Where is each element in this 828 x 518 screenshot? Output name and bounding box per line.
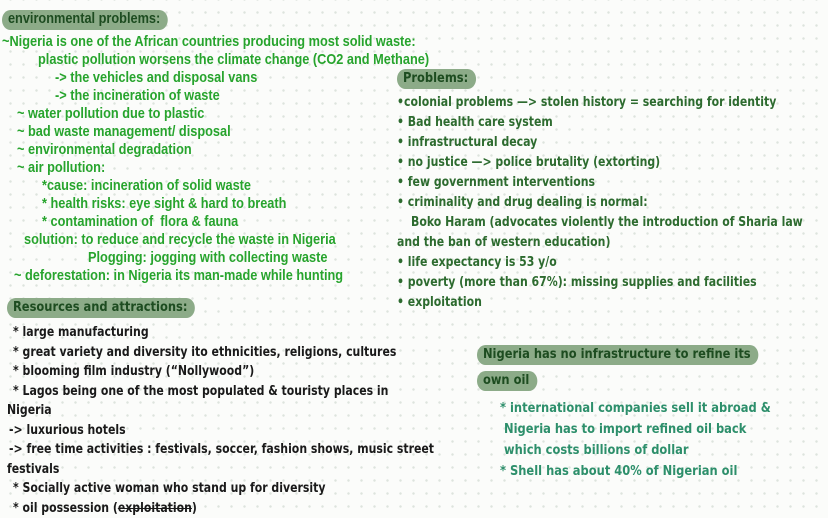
note-line: Nigeria has to import refined oil back bbox=[504, 421, 747, 437]
note-line: * health risks: eye sight & hard to breath bbox=[42, 195, 287, 212]
note-line: * contamination of flora & fauna bbox=[42, 213, 239, 230]
note-line: * blooming film industry (“Nollywood”) bbox=[13, 364, 255, 379]
note-line: and the ban of western education) bbox=[397, 235, 611, 250]
resources-list bbox=[7, 323, 472, 518]
section-problems bbox=[397, 67, 828, 313]
note-line: -> free time activities : festivals, soccer, fashion shows, music street bbox=[9, 442, 435, 457]
note-line: -> luxurious hotels bbox=[9, 422, 126, 438]
note-line: solution: to reduce and recycle the waste in Nigeria bbox=[24, 231, 336, 248]
section-header-oil-line1: Nigeria has no infrastructure to refine its bbox=[477, 345, 758, 365]
note-line: ~ deforestation: in Nigeria its man-made while hunting bbox=[14, 267, 344, 284]
section-resources-attractions bbox=[7, 296, 472, 518]
note-line: • criminality and drug dealing is normal: bbox=[397, 195, 648, 210]
note-line: • few government interventions bbox=[397, 175, 595, 190]
note-line: * Socially active woman who stand up for diversity bbox=[13, 481, 326, 496]
note-line: * Shell has about 40% of Nigerian oil bbox=[500, 463, 738, 479]
note-line: Plogging: jogging with collecting waste bbox=[88, 249, 328, 266]
note-line: ~ air pollution: bbox=[17, 159, 106, 176]
note-line: *cause: incineration of solid waste bbox=[42, 177, 252, 194]
note-line: -> the incineration of waste bbox=[55, 87, 220, 104]
note-line: -> the vehicles and disposal vans bbox=[55, 69, 258, 86]
section-header-problems: Problems: bbox=[397, 69, 476, 89]
note-line: • exploitation bbox=[397, 295, 482, 310]
note-text: * oil possession ( bbox=[13, 500, 118, 516]
note-line: ~Nigeria is one of the African countries producing most solid waste: bbox=[2, 33, 416, 50]
note-line: * large manufacturing bbox=[13, 325, 149, 340]
section-oil-infrastructure bbox=[477, 343, 828, 482]
note-line: which costs billions of dollar bbox=[504, 442, 689, 458]
note-line: • poverty (more than 67%): missing supplies and facilities bbox=[397, 275, 757, 290]
note-text: ) bbox=[191, 500, 197, 516]
note-line-oil-possession bbox=[13, 499, 399, 518]
note-line: •colonial problems —> stolen history = searching for identity bbox=[397, 95, 777, 110]
note-line: * great variety and diversity ito ethnicities, religions, cultures bbox=[13, 344, 397, 360]
note-line: * international companies sell it abroad & bbox=[500, 400, 771, 416]
note-line: Boko Haram (advocates violently the introduction of Sharia law bbox=[411, 215, 803, 230]
section-header-environmental-problems: environmental problems: bbox=[2, 10, 168, 30]
note-line: plastic pollution worsens the climate change (CO2 and Methane) bbox=[38, 51, 430, 68]
section-header-oil-line2: own oil bbox=[477, 371, 537, 391]
note-line: Nigeria bbox=[7, 403, 52, 418]
note-line: • Bad health care system bbox=[397, 115, 553, 130]
note-line: • life expectancy is 53 y/o bbox=[397, 255, 557, 270]
section-header-resources-attractions: Resources and attractions: bbox=[7, 298, 195, 318]
problems-list bbox=[397, 93, 828, 313]
note-line: ~ water pollution due to plastic bbox=[17, 105, 205, 122]
note-line: ~ environmental degradation bbox=[17, 141, 192, 158]
struck-word: exploitation bbox=[117, 500, 192, 516]
note-line: • infrastructural decay bbox=[397, 135, 538, 150]
note-line: * Lagos being one of the most populated & touristy places in bbox=[13, 383, 389, 399]
note-line: ~ bad waste management/ disposal bbox=[17, 123, 231, 140]
note-line: • no justice —> police brutality (extorting) bbox=[397, 155, 661, 170]
oil-notes-list bbox=[477, 398, 828, 482]
note-line: festivals bbox=[7, 461, 60, 477]
